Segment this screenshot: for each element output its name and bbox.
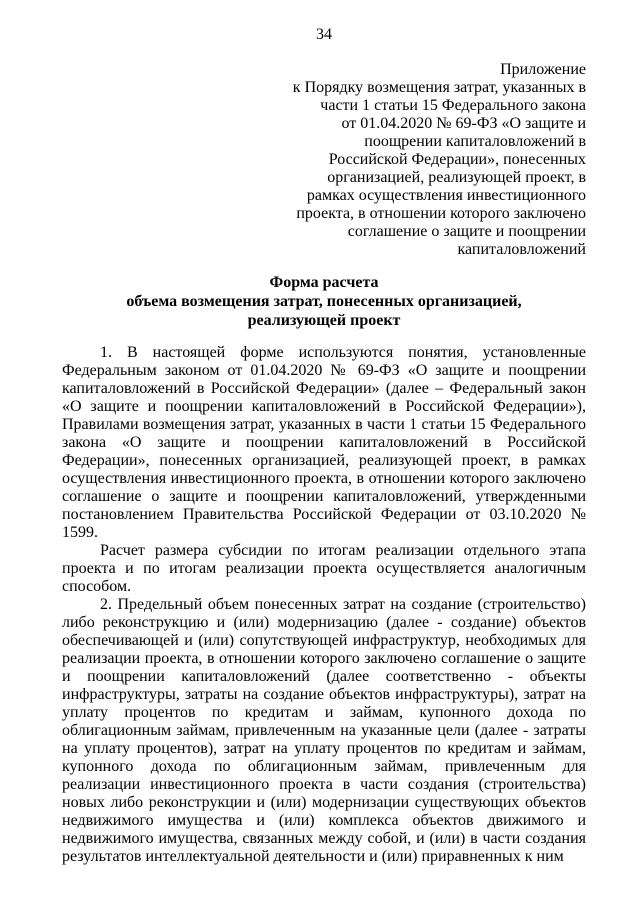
appendix-line: проекта, в отношении которого заключено [296,205,586,222]
paragraph-2: Расчет размера субсидии по итогам реализации отдельного этапа проекта и по итогам реализации проекта осуществляется аналогичным способом. [62,542,586,595]
appendix-line: к Порядку возмещения затрат, указанных в [292,79,586,96]
document-body [62,344,586,866]
appendix-line: части 1 статьи 15 Федерального закона [320,97,586,114]
appendix-line: Российской Федерации», понесенных [328,151,586,168]
appendix-line: Приложение [500,61,586,78]
title-line: Форма расчета [269,274,379,291]
document-title [62,273,586,330]
appendix-line: от 01.04.2020 № 69-ФЗ «О защите и [341,115,586,132]
appendix-line: поощрении капиталовложений в [364,133,586,150]
appendix-line: соглашение о защите и поощрении [347,223,586,240]
appendix-block [62,61,586,259]
title-line: объема возмещения затрат, понесенных организацией, [126,293,522,310]
appendix-line: капиталовложений [457,241,586,258]
paragraph-3: 2. Предельный объем понесенных затрат на создание (строительство) либо реконструкцию и (или) модернизацию (далее - создание) объектов обеспечивающей и (или) сопутствующей инфраструктур, необходимых для реализации проекта, в отношении которого заключено соглашение о защите и поощрении капиталовложений (далее соответственно - объекты инфраструктуры, затраты на создание объектов инфраструктуры), затрат на уплату процентов по кредитам и займам, купонного дохода по облигационным займам, привлеченным на указанные цели (далее - затраты на уплату процентов), затрат на уплату процентов по кредитам и займам, купонного дохода по облигационным займам, привлеченным для реализации инвестиционного проекта в части создания (строительства) новых либо реконструкции и (или) модернизации существующих объектов недвижимого имущества и (или) комплекса объектов движимого и недвижимого имущества, связанных между собой, и (или) в части создания результатов интеллектуальной деятельности и (или) приравненных к ним [62,596,586,865]
appendix-line: организацией, реализующей проект, в [327,169,586,186]
title-line: реализующей проект [247,312,401,329]
appendix-line: рамках осуществления инвестиционного [306,187,586,204]
paragraph-1: 1. В настоящей форме используются понятия, установленные Федеральным законом от 01.04.2020 № 69-ФЗ «О защите и поощрении капиталовложений в Российской Федерации» (далее – Федеральный закон «О защите и поощрении капиталовложений в Российской Федерации»), Правилами возмещения затрат, указанных в части 1 статьи 15 Федерального закона «О защите и поощрении капиталовложений в Российской Федерации», понесенных организацией, реализующей проект, в рамках осуществления инвестиционного проекта, в отношении которого заключено соглашение о защите и поощрении капиталовложений, утвержденными постановлением Правительства Российской Федерации от 03.10.2020 № 1599. [62,344,586,541]
page-number: 34 [316,26,332,43]
